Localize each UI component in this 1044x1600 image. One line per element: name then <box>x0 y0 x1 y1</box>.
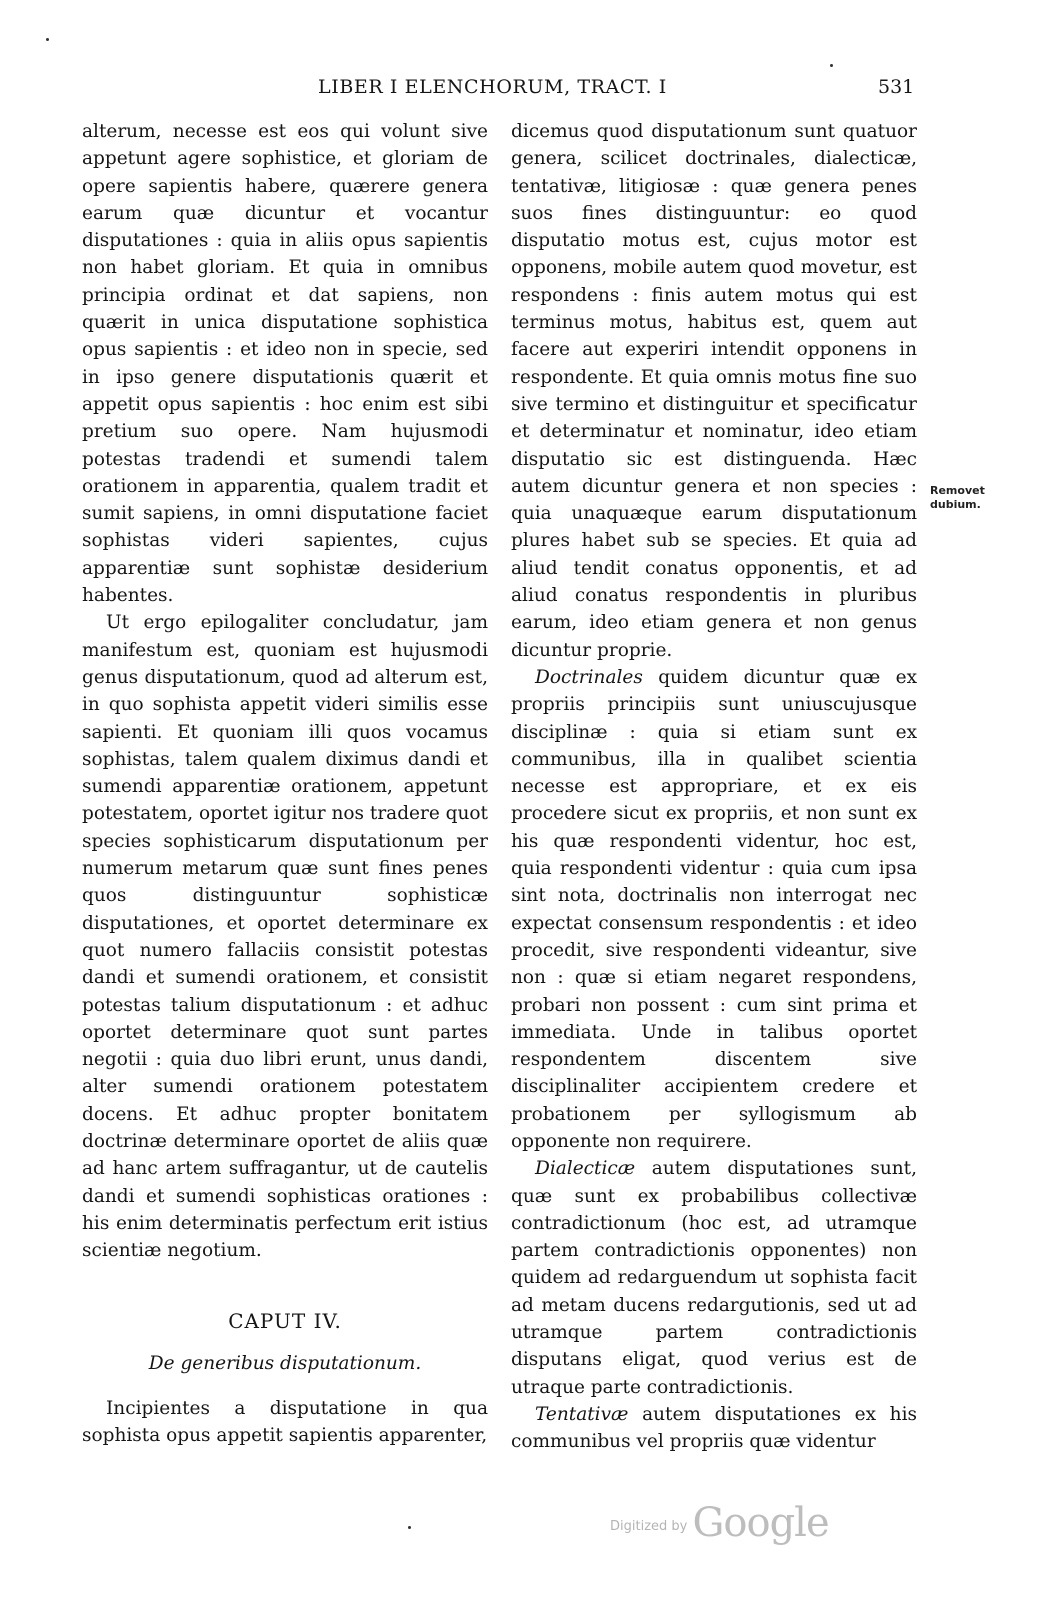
scan-speck <box>46 38 49 41</box>
paragraph-text: quidem dicuntur quæ ex propriis principiis sunt uniuscujusque disciplinæ : quia si etiam sunt ex communibus, illa in qualibet scientia necesse est appropriare, et ex eis procedere sicut ex propriis, et non sunt ex his quæ respondenti videntur, hoc est, quia respondenti videntur : quia cum ipsa sint nota, doctrinalis non interrogat nec expectat consensum respondentis : et ideo procedit, sive respondenti videantur, sive non : quæ si etiam negaret respondens, probari non possent : cum sint prima et immediata. Unde in talibus oportet respondentem discentem sive disciplinaliter accipientem credere et probationem per syllogismum ab opponente non requirere. <box>511 666 917 1152</box>
paragraph <box>511 1155 917 1401</box>
paragraph: Incipientes a disputatione in qua sophista opus appetit sapientis apparenter, <box>82 1398 488 1447</box>
margin-note-line: dubium. <box>930 498 981 511</box>
paragraph: dicemus quod disputationum sunt quatuor genera, scilicet doctrinales, dialecticæ, tentativæ, litigiosæ : quæ genera penes suos fines distinguuntur: eo quod disputatio motus est, cujus motor est opponens, mobile autem quod movetur, est respondens : finis autem motus qui est terminus motus, habitus est, quem aut facere aut experiri intendit opponens in respondente. Et quia omnis motus fine suo sive termino et distinguitur et specificatur et determinatur et nominatur, ideo etiam disputatio sic est distinguenda. Hæc autem dicuntur genera et non species : quia unaquæque earum disputationum plures habet sub se species. Et quia ad aliud tendit conatus opponentis, et ad aliud conatus respondentis in pluribus earum, ideo etiam genera et non genus dicuntur proprie. <box>511 121 917 661</box>
digitized-label: Digitized by <box>610 1519 688 1534</box>
margin-note-line: Removet <box>930 484 985 497</box>
margin-note <box>930 484 985 512</box>
chapter-title: CAPUT IV. <box>228 1309 342 1334</box>
paragraph: Ut ergo epilogaliter concludatur, jam manifestum est, quoniam est hujusmodi genus disputationum, quod ad alterum est, in quo sophista appetit videri similis esse sapienti. Et quoniam illi quos vocamus sophistas, talem qualem diximus dandi et sumendi apparentiæ orationem, appetunt potestatem, oportet igitur nos tradere quot species sophisticarum disputationum per numerum metarum quæ sunt fines penes quos distinguuntur sophisticæ disputationes, et oportet determinare ex quot numero fallaciis consistit potestas dandi et sumendi orationem, et consistit potestas talium disputationum : et adhuc oportet determinare quot sunt partes negotii : quia duo libri erunt, unus dandi, alter sumendi orationem potestatem docens. Et adhuc propter bonitatem doctrinæ determinare oportet de aliis quæ ad hanc artem suffragantur, ut de cautelis dandi et sumendi sophisticas orationes : his enim determinatis perfectum erit istius scientiæ negotium. <box>82 612 488 1262</box>
running-header <box>0 76 1044 106</box>
scan-speck <box>408 1526 411 1529</box>
page-number: 531 <box>878 76 915 98</box>
paragraph <box>511 664 917 1155</box>
paragraph-lead: Doctrinales <box>535 666 643 688</box>
digitization-watermark <box>610 1500 829 1550</box>
paragraph <box>511 1401 917 1456</box>
right-column <box>511 118 917 1456</box>
paragraph-lead: Dialecticæ <box>535 1158 636 1180</box>
paragraph-text: autem disputationes ex his communibus vel propriis quæ videntur <box>511 1403 917 1453</box>
paragraph: alterum, necesse est eos qui volunt sive appetunt agere sophistice, et gloriam de opere sapientis habere, quærere genera earum quæ dicuntur et vocantur disputationes : quia in aliis opus sapientis non habet gloriam. Et quia in omnibus principia ordinat et dat sapiens, non quærit in unica disputatione sophistica opus sapientis : et ideo non in specie, sed in ipso genere disputationis quærit et appetit opus sapientis : hoc enim est sibi pretium suo opere. Nam hujusmodi potestas tradendi et sumendi talem orationem in apparentia, qualem tradit et sumit sapiens, in omni disputatione faciet sophistas videri sapientes, cujus apparentiæ sunt sophistæ desiderium habentes. <box>82 121 488 607</box>
left-column <box>82 118 488 1450</box>
scan-speck <box>830 64 833 67</box>
chapter-subtitle: De generibus disputationum. <box>148 1352 422 1374</box>
running-title: LIBER I ELENCHORUM, TRACT. I <box>318 76 667 98</box>
paragraph-lead: Tentativæ <box>535 1403 629 1425</box>
paragraph-text: autem disputationes sunt, quæ sunt ex probabilibus collectivæ contradictionum (hoc est, ad utramque partem contradictionis opponentes) non quidem ad redarguendum ut sophista facit ad metam ducens redargutionis, sed ut ad utramque partem contradictionis disputans eligat, quod verius est de utraque parte contradictionis. <box>511 1158 917 1398</box>
google-logo: Google <box>692 1500 829 1546</box>
